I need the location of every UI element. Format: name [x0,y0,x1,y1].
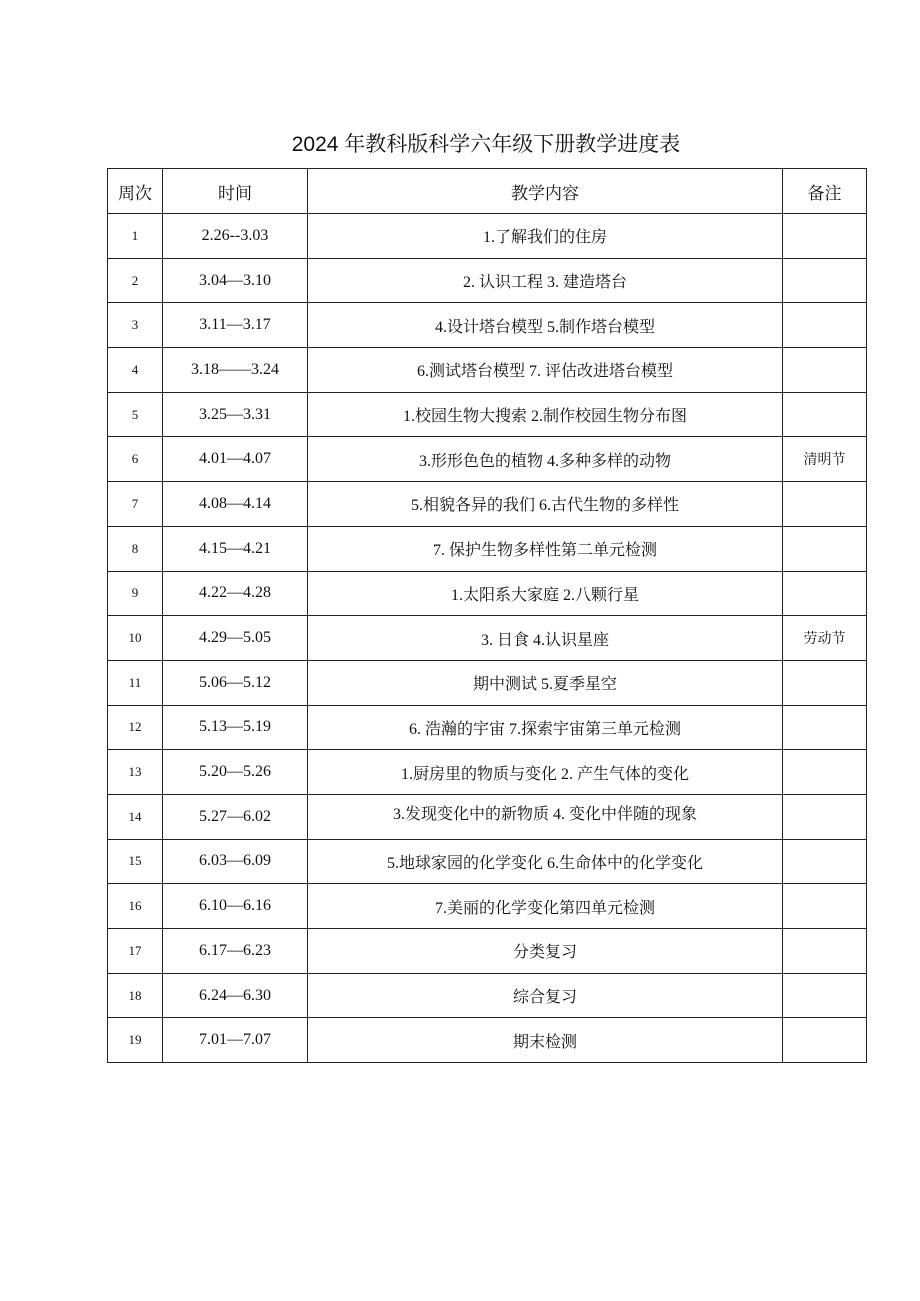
cell-content: 4.设计塔台模型 5.制作塔台模型 [308,303,783,348]
cell-content: 3.形形色色的植物 4.多种多样的动物 [308,437,783,482]
cell-time: 5.20—5.26 [163,750,308,795]
cell-week: 17 [108,929,163,974]
cell-note [783,839,867,884]
cell-note [783,929,867,974]
cell-content: 5.地球家园的化学变化 6.生命体中的化学变化 [308,839,783,884]
cell-note [783,303,867,348]
cell-week: 11 [108,660,163,705]
cell-note [783,258,867,303]
cell-note [783,214,867,259]
cell-week: 12 [108,705,163,750]
cell-content: 2. 认识工程 3. 建造塔台 [308,258,783,303]
cell-note: 劳动节 [783,616,867,661]
table-row [108,348,867,393]
header-note: 备注 [783,169,867,214]
cell-content: 1.太阳系大家庭 2.八颗行星 [308,571,783,616]
cell-note: 清明节 [783,437,867,482]
cell-week: 15 [108,839,163,884]
cell-note [783,392,867,437]
header-content: 教学内容 [308,169,783,214]
table-row [108,660,867,705]
table-row [108,705,867,750]
cell-note [783,705,867,750]
table-row [108,258,867,303]
cell-content: 1.厨房里的物质与变化 2. 产生气体的变化 [308,750,783,795]
cell-time: 2.26--3.03 [163,214,308,259]
cell-week: 18 [108,973,163,1018]
table-row [108,929,867,974]
cell-time: 3.04—3.10 [163,258,308,303]
cell-time: 4.08—4.14 [163,482,308,527]
cell-note [783,660,867,705]
cell-note [783,794,867,839]
cell-content: 6. 浩瀚的宇宙 7.探索宇宙第三单元检测 [308,705,783,750]
cell-note [783,526,867,571]
table-row [108,973,867,1018]
header-time: 时间 [163,169,308,214]
cell-content: 6.测试塔台模型 7. 评估改进塔台模型 [308,348,783,393]
cell-content: 5.相貌各异的我们 6.古代生物的多样性 [308,482,783,527]
table-row [108,482,867,527]
cell-note [783,1018,867,1063]
table-row [108,214,867,259]
cell-content: 7. 保护生物多样性第二单元检测 [308,526,783,571]
table-row [108,616,867,661]
cell-time: 6.03—6.09 [163,839,308,884]
table-row [108,750,867,795]
cell-week: 5 [108,392,163,437]
cell-time: 4.22—4.28 [163,571,308,616]
cell-time: 4.29—5.05 [163,616,308,661]
cell-time: 4.15—4.21 [163,526,308,571]
cell-week: 3 [108,303,163,348]
cell-content: 期中测试 5.夏季星空 [308,660,783,705]
cell-week: 9 [108,571,163,616]
cell-week: 16 [108,884,163,929]
cell-week: 19 [108,1018,163,1063]
cell-content: 1.校园生物大搜索 2.制作校园生物分布图 [308,392,783,437]
cell-week: 14 [108,794,163,839]
cell-note [783,750,867,795]
cell-note [783,571,867,616]
cell-week: 13 [108,750,163,795]
table-row [108,526,867,571]
table-row [108,303,867,348]
cell-content: 分类复习 [308,929,783,974]
cell-content: 期末检测 [308,1018,783,1063]
cell-week: 1 [108,214,163,259]
table-row [108,884,867,929]
schedule-table [107,168,867,1063]
cell-time: 6.17—6.23 [163,929,308,974]
cell-time: 6.10—6.16 [163,884,308,929]
document-title: 2024 年教科版科学六年级下册教学进度表 [291,133,681,156]
cell-week: 7 [108,482,163,527]
cell-time: 4.01—4.07 [163,437,308,482]
table-row [108,392,867,437]
header-row [108,169,867,214]
cell-note [783,482,867,527]
cell-time: 3.25—3.31 [163,392,308,437]
cell-week: 4 [108,348,163,393]
table-row [108,839,867,884]
cell-note [783,348,867,393]
cell-week: 2 [108,258,163,303]
cell-content: 综合复习 [308,973,783,1018]
cell-content: 3.发现变化中的新物质 4. 变化中伴随的现象 [308,794,783,839]
cell-content: 7.美丽的化学变化第四单元检测 [308,884,783,929]
table-row [108,437,867,482]
cell-content: 1.了解我们的住房 [308,214,783,259]
cell-time: 5.27—6.02 [163,794,308,839]
table-row [108,1018,867,1063]
cell-time: 3.11—3.17 [163,303,308,348]
table-row [108,794,867,839]
cell-time: 5.13—5.19 [163,705,308,750]
cell-time: 3.18——3.24 [163,348,308,393]
cell-time: 7.01—7.07 [163,1018,308,1063]
cell-time: 5.06—5.12 [163,660,308,705]
cell-content: 3. 日食 4.认识星座 [308,616,783,661]
cell-note [783,973,867,1018]
cell-week: 8 [108,526,163,571]
cell-note [783,884,867,929]
cell-week: 6 [108,437,163,482]
cell-time: 6.24—6.30 [163,973,308,1018]
cell-week: 10 [108,616,163,661]
table-row [108,571,867,616]
header-week: 周次 [108,169,163,214]
